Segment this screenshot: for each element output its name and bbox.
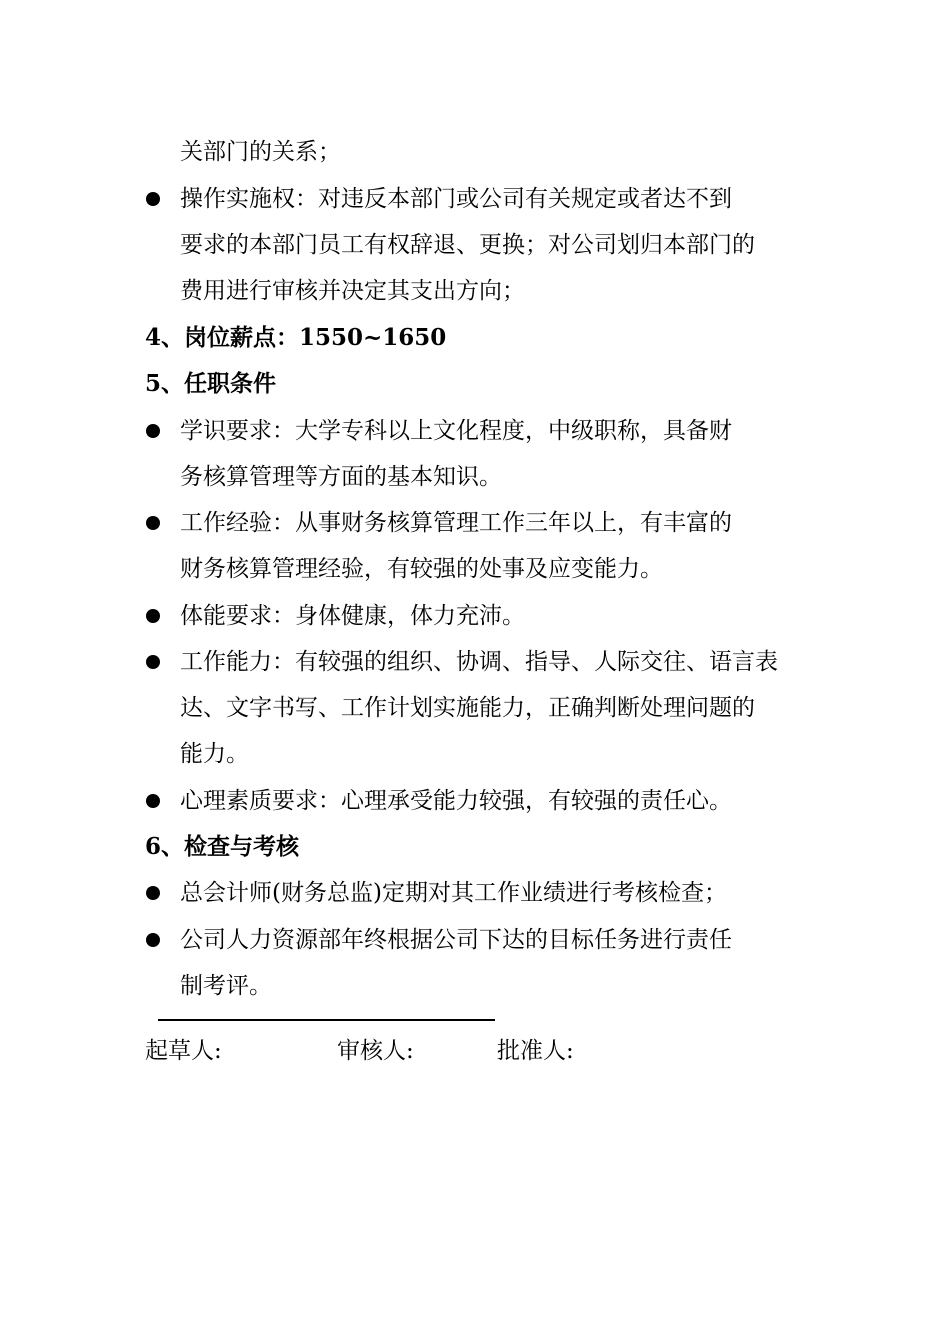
text-line: 关部门的关系； <box>180 139 341 165</box>
approver-label: 批准人: <box>497 1038 574 1064</box>
text-line: 学识要求：大学专科以上文化程度，中级职称，具备财 <box>180 418 732 444</box>
section-heading: 4、岗位薪点：1550~1650 <box>145 324 447 351</box>
text-line: 能力。 <box>180 741 249 767</box>
text-line: 总会计师(财务总监)定期对其工作业绩进行考核检查； <box>180 880 727 906</box>
text-line: 费用进行审核并决定其支出方向； <box>180 278 525 304</box>
text-line: 财务核算管理经验，有较强的处事及应变能力。 <box>180 556 663 582</box>
text-line: 要求的本部门员工有权辞退、更换；对公司划归本部门的 <box>180 232 755 258</box>
bullet-icon <box>146 933 160 947</box>
text-line: 达、文字书写、工作计划实施能力，正确判断处理问题的 <box>180 695 755 721</box>
section-heading: 5、任职条件 <box>145 370 277 397</box>
bullet-icon <box>146 516 160 530</box>
bullet-icon <box>146 655 160 669</box>
bullet-icon <box>146 886 160 900</box>
text-line: 务核算管理等方面的基本知识。 <box>180 464 502 490</box>
reviewer-label: 审核人: <box>337 1038 414 1064</box>
text-line: 体能要求：身体健康，体力充沛。 <box>180 603 525 629</box>
bullet-icon <box>146 192 160 206</box>
drafter-label: 起草人: <box>145 1038 222 1064</box>
bullet-icon <box>146 424 160 438</box>
text-line: 公司人力资源部年终根据公司下达的目标任务进行责任 <box>180 927 732 953</box>
text-line: 心理素质要求：心理承受能力较强，有较强的责任心。 <box>180 788 732 814</box>
text-line: 制考评。 <box>180 973 272 999</box>
bullet-icon <box>146 609 160 623</box>
text-line: 工作经验：从事财务核算管理工作三年以上，有丰富的 <box>180 510 732 536</box>
text-line: 操作实施权：对违反本部门或公司有关规定或者达不到 <box>180 186 732 212</box>
bullet-icon <box>146 794 160 808</box>
section-heading: 6、检查与考核 <box>145 833 300 860</box>
divider-rule <box>158 1019 495 1021</box>
text-line: 工作能力：有较强的组织、协调、指导、人际交往、语言表 <box>180 649 778 675</box>
